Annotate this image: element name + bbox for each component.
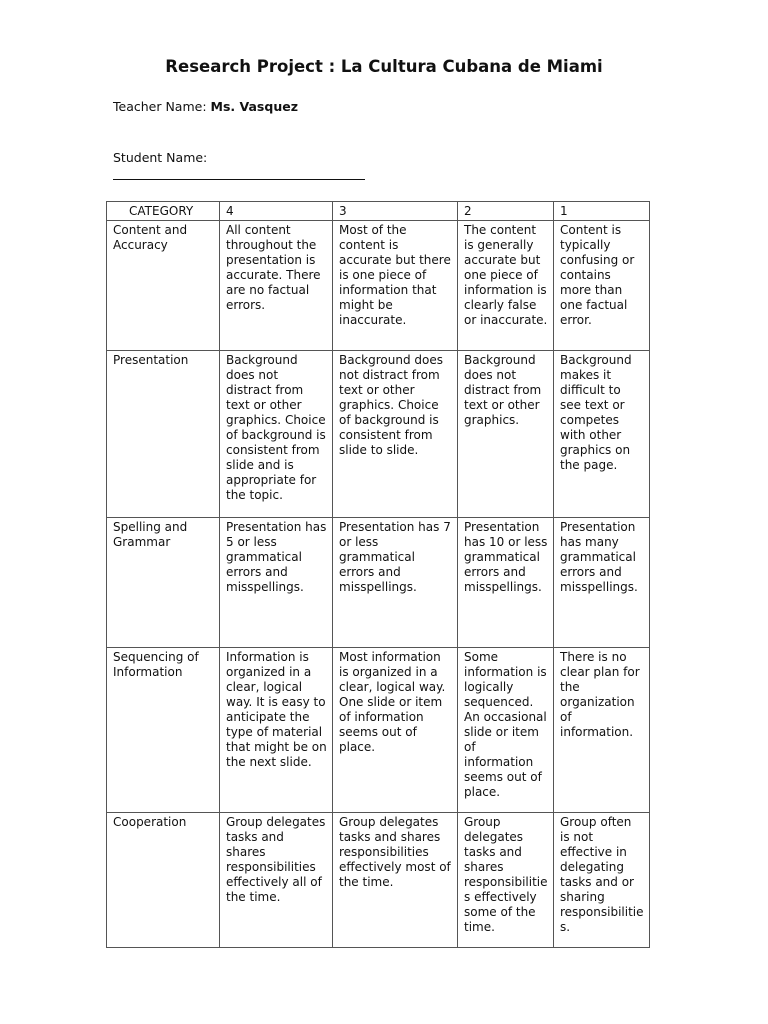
table-cell: Content is typically confusing or contains more than one factual error.	[554, 221, 650, 351]
table-cell: Group delegates tasks and shares responsibilities effectively some of the time.	[458, 813, 554, 948]
header-score-4: 4	[220, 202, 333, 221]
table-cell: The content is generally accurate but one piece of information is clearly false or inaccurate.	[458, 221, 554, 351]
table-cell: Group delegates tasks and shares responsibilities effectively most of the time.	[333, 813, 458, 948]
table-cell: Most information is organized in a clear, logical way. One slide or item of information seems out of place.	[333, 648, 458, 813]
student-name-label: Student Name:	[113, 150, 208, 165]
table-cell: Presentation has 7 or less grammatical errors and misspellings.	[333, 518, 458, 648]
table-row	[107, 648, 650, 813]
row-category: Spelling and Grammar	[107, 518, 220, 648]
row-category: Content and Accuracy	[107, 221, 220, 351]
table-cell: Background does not distract from text or other graphics. Choice of background is consistent from slide to slide.	[333, 351, 458, 518]
table-cell: Group often is not effective in delegating tasks and or sharing responsibilities.	[554, 813, 650, 948]
row-category: Presentation	[107, 351, 220, 518]
table-cell: Group delegates tasks and shares responsibilities effectively all of the time.	[220, 813, 333, 948]
header-score-1: 1	[554, 202, 650, 221]
table-row	[107, 813, 650, 948]
row-category: Cooperation	[107, 813, 220, 948]
table-header-row	[107, 202, 650, 221]
table-cell: Presentation has many grammatical errors and misspellings.	[554, 518, 650, 648]
table-cell: Information is organized in a clear, logical way. It is easy to anticipate the type of material that might be on the next slide.	[220, 648, 333, 813]
table-cell: Most of the content is accurate but there is one piece of information that might be inaccurate.	[333, 221, 458, 351]
table-row	[107, 518, 650, 648]
document-title: Research Project : La Cultura Cubana de Miami	[165, 57, 603, 76]
teacher-name-value: Ms. Vasquez	[210, 99, 298, 114]
table-cell: Background does not distract from text or other graphics.	[458, 351, 554, 518]
table-cell: Some information is logically sequenced. An occasional slide or item of information seems out of place.	[458, 648, 554, 813]
table-cell: All content throughout the presentation is accurate. There are no factual errors.	[220, 221, 333, 351]
rubric-table	[106, 201, 650, 948]
row-category: Sequencing of Information	[107, 648, 220, 813]
student-name-blank-line	[113, 179, 365, 180]
header-score-3: 3	[333, 202, 458, 221]
table-cell: Background does not distract from text or other graphics. Choice of background is consistent from slide and is appropriate for the topic.	[220, 351, 333, 518]
table-cell: Presentation has 10 or less grammatical errors and misspellings.	[458, 518, 554, 648]
table-row	[107, 221, 650, 351]
header-score-2: 2	[458, 202, 554, 221]
table-cell: Presentation has 5 or less grammatical errors and misspellings.	[220, 518, 333, 648]
table-cell: Background makes it difficult to see text or competes with other graphics on the page.	[554, 351, 650, 518]
table-row	[107, 351, 650, 518]
header-category: CATEGORY	[107, 202, 220, 221]
table-cell: There is no clear plan for the organization of information.	[554, 648, 650, 813]
teacher-name-label: Teacher Name:	[113, 99, 211, 114]
teacher-name-line	[113, 99, 298, 114]
